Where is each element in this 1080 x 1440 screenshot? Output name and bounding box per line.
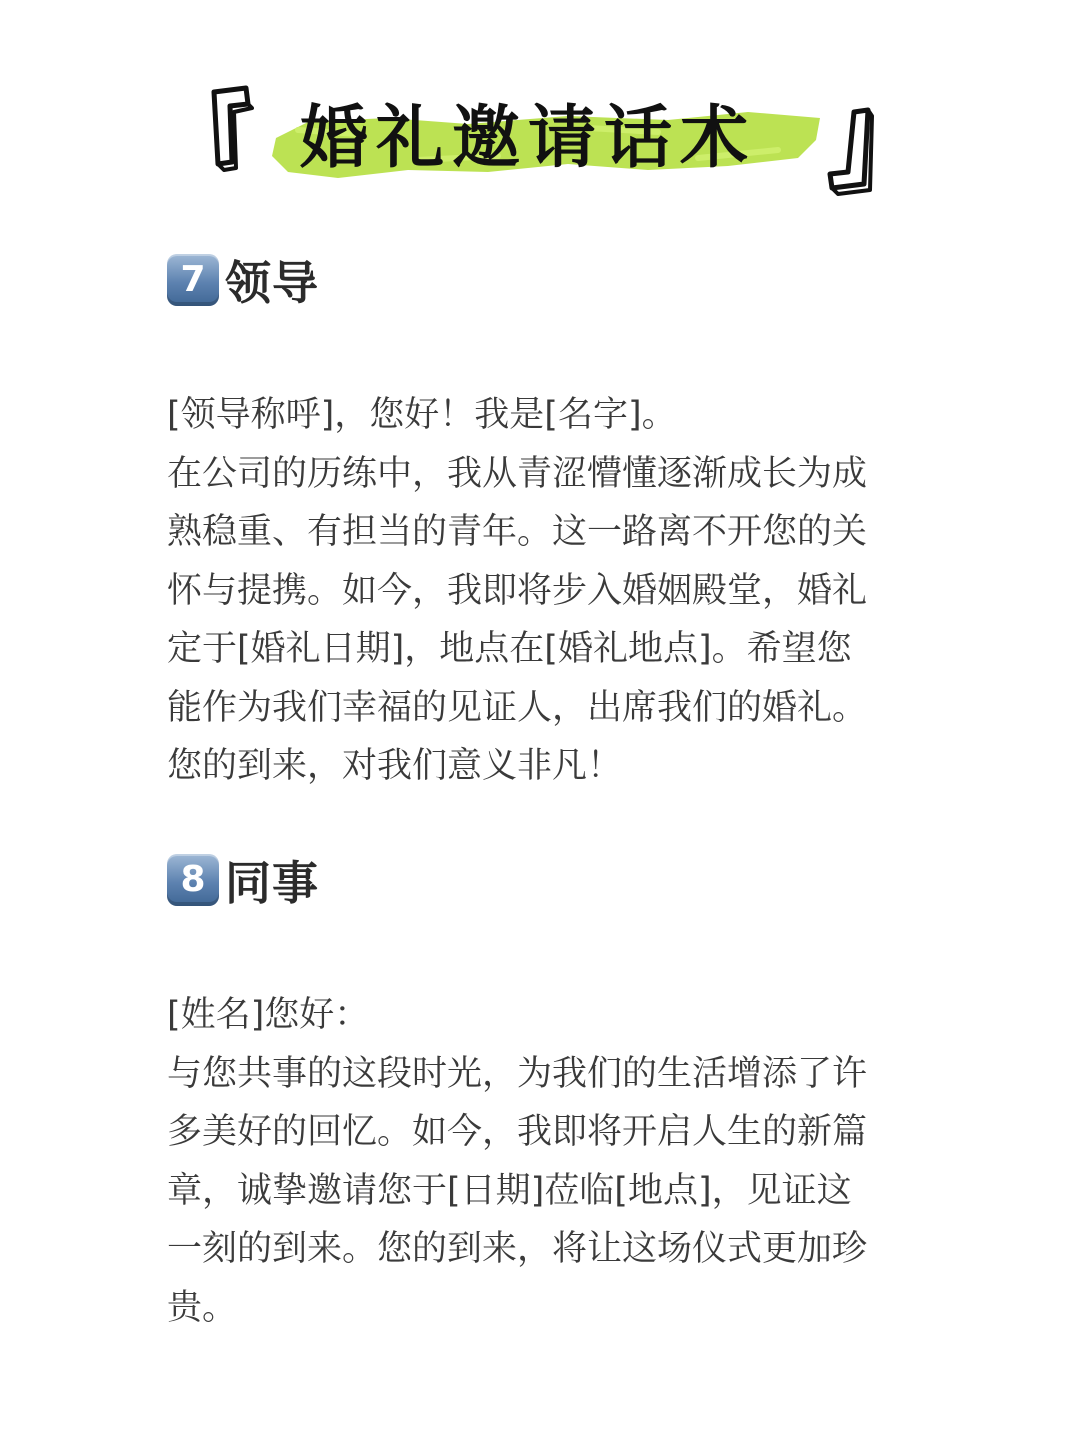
paragraph-line: 能作为我们幸福的见证人，出席我们的婚礼。 (167, 687, 868, 728)
paragraph-line: 熟稳重、有担当的青年。这一路离不开您的关 (167, 512, 868, 552)
left-corner-bracket-icon (200, 82, 260, 182)
paragraph-line: [姓名]您好： (167, 995, 370, 1035)
section-title: 同事 (225, 856, 319, 910)
page-title: 婚礼邀请话术 (300, 98, 757, 178)
paragraph-line: 怀与提携。如今，我即将步入婚姻殿堂，婚礼 (167, 570, 868, 611)
keycap-number-7-icon: 7 (167, 254, 219, 306)
paragraph-line: 贵。 (167, 1287, 238, 1328)
section-heading-leader (167, 252, 319, 308)
paragraph-line: 与您共事的这段时光，为我们的生活增添了许 (167, 1053, 868, 1094)
paragraph-line: 您的到来，对我们意义非凡！ (167, 746, 623, 786)
title-banner (200, 78, 880, 198)
right-corner-bracket-icon (814, 102, 874, 202)
paragraph-line: 一刻的到来。您的到来，将让这场仪式更加珍 (167, 1229, 868, 1269)
paragraph-line: 多美好的回忆。如今，我即将开启人生的新篇 (167, 1112, 868, 1152)
section-heading-colleague (167, 852, 319, 908)
paragraph-line: 在公司的历练中，我从青涩懵懂逐渐成长为成 (167, 453, 868, 494)
keycap-number-8-icon: 8 (167, 854, 219, 906)
paragraph-line: 定于[婚礼日期]，地点在[婚礼地点]。希望您 (167, 629, 852, 669)
section-paragraph-leader (167, 386, 937, 796)
section-title: 领导 (225, 256, 319, 310)
section-paragraph-colleague (167, 986, 937, 1337)
paragraph-line: [领导称呼]，您好！我是[名字]。 (167, 395, 677, 435)
paragraph-line: 章，诚挚邀请您于[日期]莅临[地点]，见证这 (167, 1170, 852, 1211)
